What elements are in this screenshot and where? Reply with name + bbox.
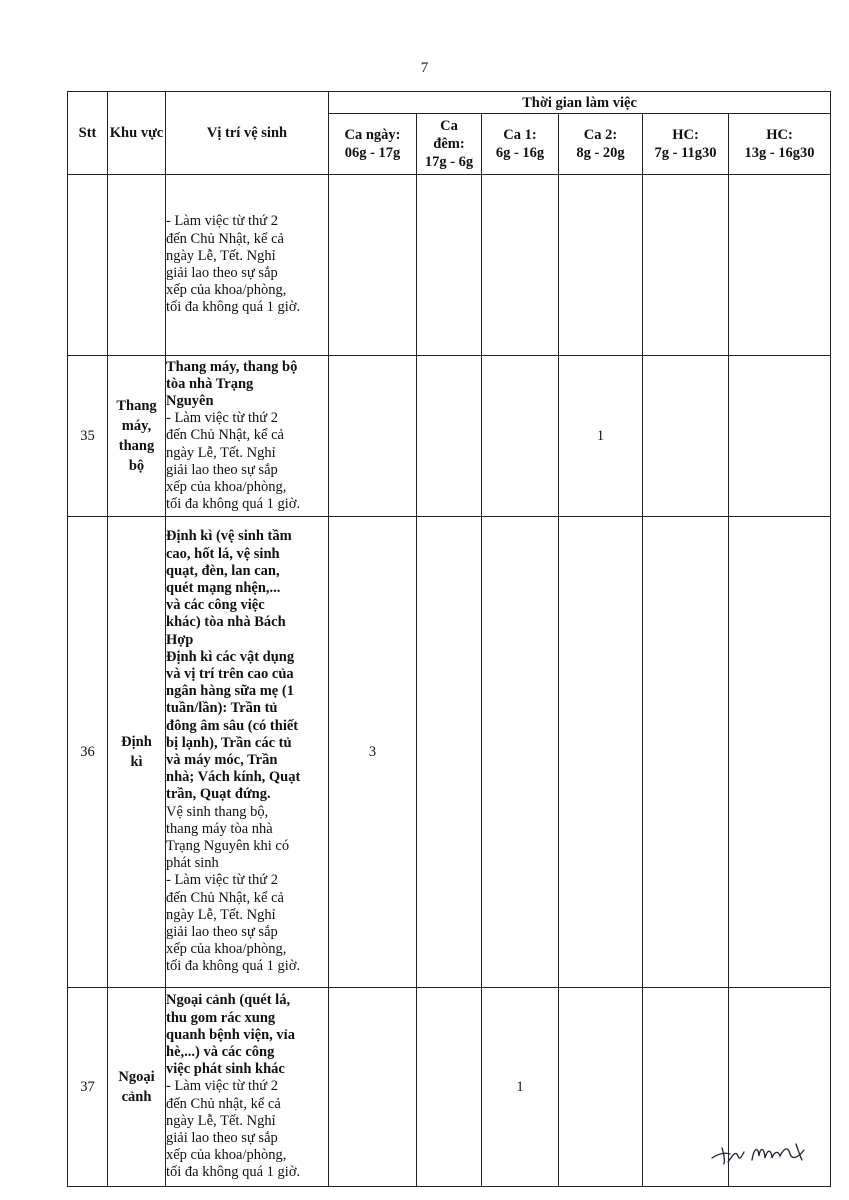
position-note-line: Trạng Nguyên khi có [166,838,290,855]
position-title-line: khác) tòa nhà Bách [166,614,286,631]
shift-count-cell: 3 [329,517,417,988]
row-stt: 36 [68,517,108,988]
position-note-line: ngày Lễ, Tết. Nghỉ [166,247,276,264]
header-working-time: Thời gian làm việc [329,92,831,114]
handwritten-signature [708,1138,818,1166]
header-shift [559,114,643,175]
row-area [108,517,166,988]
header-shift-line: đêm: [433,136,465,152]
position-title-line: và máy móc, Trần [166,752,278,768]
position-title-line: quạt, đèn, lan can, [166,562,280,579]
position-note-line: Vệ sinh thang bộ, [166,803,269,820]
header-shift-line: 7g - 11g30 [654,145,717,161]
shift-count-cell [559,517,643,988]
row-area [108,988,166,1187]
header-shift-line: Ca 2: [583,127,618,143]
area-line: Định [121,734,152,750]
position-title-line: Hợp [166,631,194,648]
position-note-line: tối đa không quá 1 giờ. [166,1164,301,1181]
position-title-line: đông âm sâu (có thiết [166,717,299,734]
position-note-line: - Làm việc từ thứ 2 [166,1078,278,1095]
position-note-line: tối đa không quá 1 giờ. [166,299,301,316]
shift-count-cell [329,356,417,517]
position-title-line: quanh bệnh viện, vỉa [166,1026,295,1043]
position-note-line: giải lao theo sự sắp [166,265,278,281]
position-note-line: ngày Lễ, Tết. Nghỉ [166,1112,276,1129]
header-shift-line: 6g - 16g [495,145,545,161]
position-title-line: ngân hàng sữa mẹ (1 [166,683,294,700]
header-khu-vuc: Khu vực [108,92,166,175]
header-shift-line: HC: [766,127,793,143]
shift-count-cell [643,175,729,356]
work-schedule-table [67,91,831,1187]
position-note-line: giải lao theo sự sắp [166,924,278,941]
area-line: bộ [128,458,145,474]
header-shift-line: 17g - 6g [424,154,474,170]
area-line: máy, [121,418,152,434]
position-note-line: đến Chủ Nhật, kể cả [166,427,284,444]
position-note-line: xếp của khoa/phòng, [166,479,287,495]
area-line: Thang [116,398,157,414]
header-shift-line: HC: [672,127,699,143]
shift-count-cell [329,175,417,356]
position-title-line: tuần/lần): Trần tủ [166,700,278,717]
position-title-line: trần, Quạt đứng. [166,786,271,803]
position-title-line: cao, hốt lá, vệ sinh [166,545,280,562]
shift-count-cell [417,517,482,988]
area-line: Ngoại [118,1069,155,1085]
shift-count-cell [329,988,417,1187]
header-shift-line: Ca 1: [503,127,537,143]
shift-count-cell: 1 [482,988,559,1187]
area-line: kì [130,754,143,770]
row-position [166,175,329,356]
table-row [68,517,831,988]
shift-count-cell [417,356,482,517]
header-stt: Stt [68,92,108,175]
position-title-line: bị lạnh), Trần các tủ [166,734,292,751]
position-title-line: tòa nhà Trạng [166,375,254,392]
shift-count-cell [417,988,482,1187]
row-area [108,356,166,517]
position-note-line: xếp của khoa/phòng, [166,941,287,958]
position-title-line: Nguyên [166,392,214,409]
header-shift [729,114,831,175]
header-shift-line: Ca ngày: [344,127,401,143]
shift-count-cell: 1 [559,356,643,517]
position-note-line: giải lao theo sự sắp [166,461,278,478]
position-title-line: Ngoại cảnh (quét lá, [166,992,291,1009]
position-title-line: Thang máy, thang bộ [166,358,298,375]
position-title-line: hè,...) và các công [166,1043,275,1060]
area-line: thang [118,438,155,454]
header-shift [329,114,417,175]
row-position [166,517,329,988]
header-vi-tri: Vị trí vệ sinh [166,92,329,175]
row-stt [68,175,108,356]
row-position [166,356,329,517]
position-title-line: thu gom rác xung [166,1009,276,1026]
row-area [108,175,166,356]
position-note-line: - Làm việc từ thứ 2 [166,213,278,230]
position-note-line: - Làm việc từ thứ 2 [166,410,278,427]
header-shift-line: 06g - 17g [344,145,401,161]
page-number: 7 [420,60,429,76]
position-note-line: xếp của khoa/phòng, [166,1147,287,1164]
shift-count-cell [729,517,831,988]
position-title-line: việc phát sinh khác [166,1061,285,1078]
header-shift [643,114,729,175]
shift-count-cell [417,175,482,356]
shift-count-cell [729,356,831,517]
position-note-line: ngày Lễ, Tết. Nghỉ [166,906,276,923]
shift-count-cell [559,175,643,356]
header-shift [417,114,482,175]
shift-count-cell [643,517,729,988]
position-note-line: giải lao theo sự sắp [166,1130,278,1146]
position-note-line: xếp của khoa/phòng, [166,282,287,299]
position-note-line: đến Chủ Nhật, kể cả [166,230,284,247]
position-note-line: tối đa không quá 1 giờ. [166,958,301,975]
position-title-line: nhà; Vách kính, Quạt [166,769,301,786]
position-note-line: thang máy tòa nhà [166,820,273,837]
table-row [68,175,831,356]
position-note-line: phát sinh [166,855,219,872]
header-shift-line: 8g - 20g [576,145,625,161]
position-note-line: đến Chủ Nhật, kể cả [166,889,284,906]
shift-count-cell [559,988,643,1187]
position-title-line: và các công việc [166,597,265,614]
shift-count-cell [482,175,559,356]
table-row [68,356,831,517]
position-note-line: tối đa không quá 1 giờ. [166,496,301,513]
shift-count-cell [482,356,559,517]
row-stt: 35 [68,356,108,517]
row-position [166,988,329,1187]
shift-count-cell [643,356,729,517]
position-title-line: Định kì (vệ sinh tầm [166,528,292,545]
header-shift [482,114,559,175]
header-shift-line: 13g - 16g30 [744,145,815,161]
header-shift-line: Ca [440,118,458,134]
position-note-line: - Làm việc từ thứ 2 [166,872,278,889]
position-title-line: Định kì các vật dụng [166,648,295,665]
area-line: cảnh [121,1089,152,1105]
position-note-line: đến Chủ nhật, kể cả [166,1095,281,1112]
row-stt: 37 [68,988,108,1187]
position-title-line: quét mạng nhện,... [166,579,281,596]
position-note-line: ngày Lễ, Tết. Nghỉ [166,444,276,461]
shift-count-cell [729,175,831,356]
position-title-line: và vị trí trên cao của [166,665,294,682]
shift-count-cell [482,517,559,988]
